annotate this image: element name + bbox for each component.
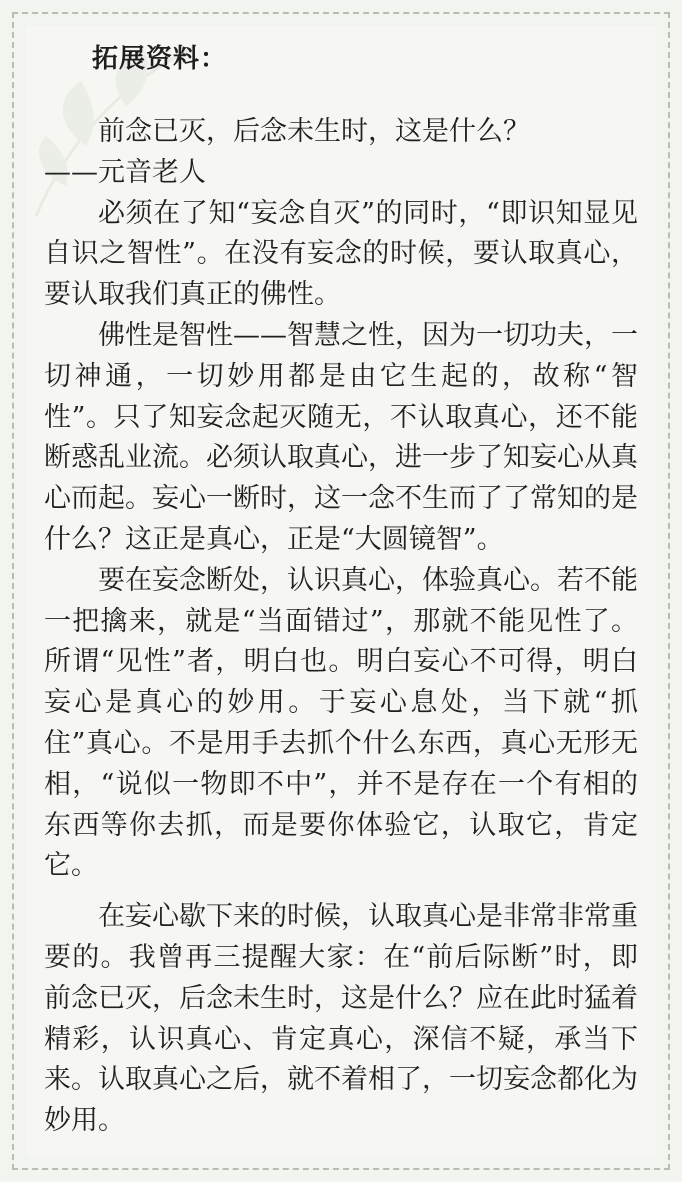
body-paragraph: 在妄心歇下来的时候，认取真心是非常非常重要的。我曾再三提醒大家：在“前后际断”时，即前念已灭，后念未生时，这是什么？应在此时猛着精彩，认识真心、肯定真心，深信不疑，承当下来。认取真心之后，就不着相了，一切妄念都化为妙用。 — [44, 901, 638, 1137]
section-title: 拓展资料： — [92, 44, 228, 74]
quote-paragraph: 前念已灭，后念未生时，这是什么？ — [98, 116, 530, 147]
article-body — [44, 112, 638, 1142]
author-attribution: ——元音老人 — [44, 156, 206, 188]
body-paragraph: 佛性是智性——智慧之性，因为一切功夫，一切神通，一切妙用都是由它生起的，故称“智性”。只了知妄念起灭随无，不认取真心，还不能断惑乱业流。必须认取真心，进一步了知妄心从真心而起。妄心一断时，这一念不生而了了常知的是什么？这正是真心，正是“大圆镜智”。 — [44, 319, 638, 555]
body-paragraph: 必须在了知“妄念自灭”的同时，“即识知显见自识之智性”。在没有妄念的时候，要认取真心，要认取我们真正的佛性。 — [44, 197, 638, 311]
body-paragraph: 要在妄念断处，认识真心，体验真心。若不能一把擒来，就是“当面错过”，那就不能见性了。所谓“见性”者，明白也。明白妄心不可得，明白妄心是真心的妙用。于妄心息处，当下就“抓住”真心。不是用手去抓个什么东西，真心无形无相，“说似一物即不中”，并不是存在一个有相的东西等你去抓，而是要你体验它，认取它，肯定它。 — [44, 564, 638, 882]
